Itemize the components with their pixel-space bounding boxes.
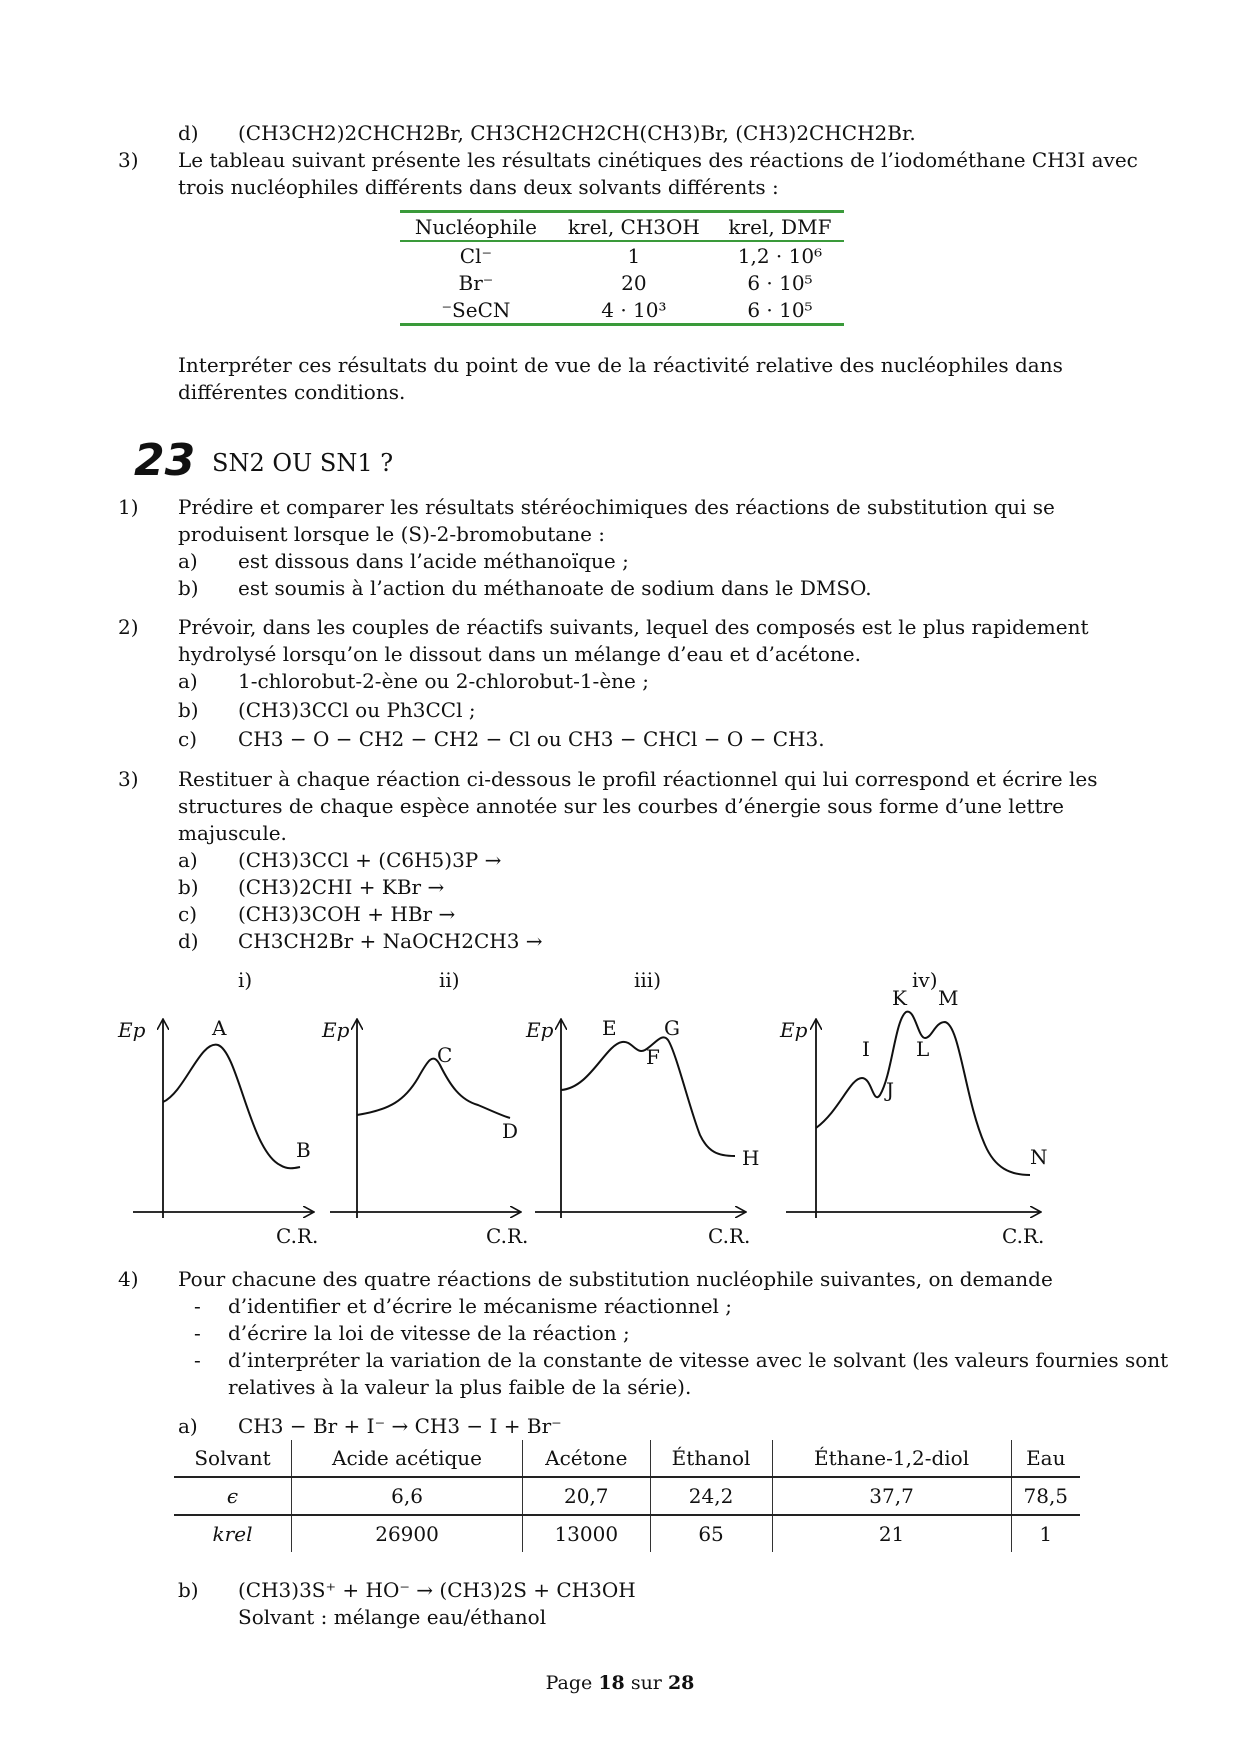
q3-line-1: Restituer à chaque réaction ci-dessous le profil réactionnel qui lui correspond et écrire les bbox=[178, 767, 1098, 791]
bullet-mark: - bbox=[194, 1294, 201, 1318]
curve-label-L: L bbox=[916, 1037, 930, 1061]
q3-line-3: majuscule. bbox=[178, 821, 287, 845]
curve-label-J: J bbox=[886, 1078, 895, 1102]
profile-title-iv: iv) bbox=[912, 968, 938, 992]
energy-curve bbox=[357, 1059, 510, 1118]
q4-line-1: Pour chacune des quatre réactions de substitution nucléophile suivantes, on demande bbox=[178, 1267, 1053, 1291]
footer-page-number: 18 bbox=[598, 1672, 625, 1694]
table-cell: 20,7 bbox=[523, 1477, 650, 1515]
question-number-3b: 3) bbox=[118, 767, 139, 791]
table-cell: 1 bbox=[627, 243, 641, 268]
q3-a-label: a) bbox=[178, 848, 198, 872]
header-cell: Eau bbox=[1011, 1440, 1080, 1477]
table-cell: 65 bbox=[650, 1515, 772, 1552]
q1-b-label: b) bbox=[178, 576, 199, 600]
bullet-mark: - bbox=[194, 1321, 201, 1345]
header-nucleophile: Nucléophile bbox=[414, 214, 538, 239]
table-header-row bbox=[174, 1440, 1080, 1477]
question-number-4: 4) bbox=[118, 1267, 139, 1291]
q3-c-label: c) bbox=[178, 902, 198, 926]
bullet-2: d’écrire la loi de vitesse de la réaction ; bbox=[228, 1321, 630, 1345]
table-cell: Br⁻ bbox=[458, 270, 494, 295]
table-cell: 78,5 bbox=[1011, 1477, 1080, 1515]
q2-b-label: b) bbox=[178, 698, 199, 722]
x-axis-label: C.R. bbox=[486, 1224, 529, 1248]
profile-iii bbox=[525, 1016, 759, 1248]
q4-b-equation: (CH3)3S⁺ + HO⁻ → (CH3)2S + CH3OH bbox=[238, 1578, 636, 1602]
table-cell: 1 bbox=[1011, 1515, 1080, 1552]
exercise-title: SN2 OU SN1 ? bbox=[212, 449, 394, 477]
item-label-d: d) bbox=[178, 121, 199, 145]
q2-a-label: a) bbox=[178, 669, 198, 693]
q2-c-text: CH3 − O − CH2 − CH2 − Cl ou CH3 − CHCl − O − CH3. bbox=[238, 727, 825, 751]
curve-label-H: H bbox=[742, 1146, 760, 1170]
q4-a-label: a) bbox=[178, 1414, 198, 1438]
table-row bbox=[400, 269, 844, 296]
header-cell: Acide acétique bbox=[292, 1440, 523, 1477]
table-cell: 37,7 bbox=[772, 1477, 1011, 1515]
table-row bbox=[400, 296, 844, 325]
header-cell: Éthanol bbox=[650, 1440, 772, 1477]
q4-a-equation: CH3 − Br + I⁻ → CH3 − I + Br⁻ bbox=[238, 1414, 562, 1438]
header-krel-ch3oh: krel, CH3OH bbox=[567, 214, 700, 239]
q1-line-1: Prédire et comparer les résultats stéréochimiques des réactions de substitution qui se bbox=[178, 495, 1055, 519]
q3-a-text: (CH3)3CCl + (C6H5)3P → bbox=[238, 848, 502, 872]
bullet-1: d’identifier et d’écrire le mécanisme réactionnel ; bbox=[228, 1294, 733, 1318]
x-axis-label: C.R. bbox=[708, 1224, 751, 1248]
q3-d-text: CH3CH2Br + NaOCH2CH3 → bbox=[238, 929, 543, 953]
bullet-mark: - bbox=[194, 1348, 201, 1372]
table-cell: 26900 bbox=[292, 1515, 523, 1552]
table-cell: 13000 bbox=[523, 1515, 650, 1552]
header-cell: Éthane-1,2-diol bbox=[772, 1440, 1011, 1477]
profile-title-ii: ii) bbox=[439, 968, 460, 992]
y-axis-label: Ep bbox=[526, 1018, 554, 1042]
profile-title-iii: iii) bbox=[634, 968, 661, 992]
table-cell: 24,2 bbox=[650, 1477, 772, 1515]
question-number-3: 3) bbox=[118, 148, 139, 172]
q2-b-text: (CH3)3CCl ou Ph3CCl ; bbox=[238, 698, 476, 722]
page-footer bbox=[0, 1672, 1240, 1694]
table-cell: 4 · 10³ bbox=[601, 297, 667, 322]
profile-i bbox=[117, 1016, 318, 1248]
q3-d-label: d) bbox=[178, 929, 199, 953]
header-solvant: Solvant bbox=[174, 1440, 292, 1477]
curve-label-I: I bbox=[862, 1037, 870, 1061]
compounds-d: (CH3CH2)2CHCH2Br, CH3CH2CH2CH(CH3)Br, (CH3)2CHCH2Br. bbox=[238, 121, 916, 145]
interpret-line-1: Interpréter ces résultats du point de vue de la réactivité relative des nucléophiles dans bbox=[178, 353, 1063, 377]
q3-line-2: structures de chaque espèce annotée sur les courbes d’énergie sous forme d’une lettre bbox=[178, 794, 1064, 818]
table-cell: 1,2 · 10⁶ bbox=[737, 243, 823, 268]
table-row-epsilon bbox=[174, 1477, 1080, 1515]
curve-label-D: D bbox=[502, 1119, 519, 1143]
table-cell: Cl⁻ bbox=[459, 243, 493, 268]
table-cell: 6 · 10⁵ bbox=[747, 297, 813, 322]
question-number-1: 1) bbox=[118, 495, 139, 519]
q4-b-label: b) bbox=[178, 1578, 199, 1602]
energy-profiles-figure bbox=[0, 960, 1240, 1260]
table-cell: ⁻SeCN bbox=[441, 297, 511, 322]
bullet-3-continued: relatives à la valeur la plus faible de la série). bbox=[228, 1375, 692, 1399]
header-cell: Acétone bbox=[523, 1440, 650, 1477]
question-number-2: 2) bbox=[118, 615, 139, 639]
question-3-line-2: trois nucléophiles différents dans deux solvants différents : bbox=[178, 175, 779, 199]
curve-label-G: G bbox=[664, 1016, 680, 1040]
header-krel-dmf: krel, DMF bbox=[728, 214, 832, 239]
row-label-epsilon: ϵ bbox=[174, 1477, 292, 1515]
table-cell: 20 bbox=[621, 270, 647, 295]
curve-label-N: N bbox=[1030, 1145, 1048, 1169]
profile-iv bbox=[779, 986, 1048, 1248]
curve-label-B: B bbox=[296, 1138, 311, 1162]
q2-c-label: c) bbox=[178, 727, 198, 751]
x-axis-label: C.R. bbox=[276, 1224, 319, 1248]
q1-a-text: est dissous dans l’acide méthanoïque ; bbox=[238, 549, 629, 573]
nucleophile-kinetics-table bbox=[400, 210, 844, 326]
footer-sep: sur bbox=[630, 1672, 662, 1694]
curve-label-E: E bbox=[602, 1016, 617, 1040]
table-cell: 6 · 10⁵ bbox=[747, 270, 813, 295]
curve-label-F: F bbox=[646, 1045, 660, 1069]
q4-b-solvent: Solvant : mélange eau/éthanol bbox=[238, 1605, 547, 1629]
table-row-krel bbox=[174, 1515, 1080, 1552]
energy-curve bbox=[163, 1045, 300, 1169]
x-axis-label: C.R. bbox=[1002, 1224, 1045, 1248]
table-cell: 21 bbox=[772, 1515, 1011, 1552]
curve-label-A: A bbox=[212, 1016, 227, 1040]
q2-a-text: 1-chlorobut-2-ène ou 2-chlorobut-1-ène ; bbox=[238, 669, 649, 693]
q1-b-text: est soumis à l’action du méthanoate de sodium dans le DMSO. bbox=[238, 576, 872, 600]
q1-a-label: a) bbox=[178, 549, 198, 573]
q3-b-label: b) bbox=[178, 875, 199, 899]
footer-prefix: Page bbox=[545, 1672, 593, 1694]
q2-line-1: Prévoir, dans les couples de réactifs suivants, lequel des composés est le plus rapidement bbox=[178, 615, 1089, 639]
q1-line-2: produisent lorsque le (S)-2-bromobutane : bbox=[178, 522, 606, 546]
curve-label-K: K bbox=[892, 986, 907, 1010]
profile-title-i: i) bbox=[238, 968, 253, 992]
bullet-3: d’interpréter la variation de la constante de vitesse avec le solvant (les valeurs fournies sont bbox=[228, 1348, 1169, 1372]
q3-b-text: (CH3)2CHI + KBr → bbox=[238, 875, 445, 899]
y-axis-label: Ep bbox=[118, 1018, 146, 1042]
curve-label-C: C bbox=[437, 1043, 453, 1067]
interpret-line-2: différentes conditions. bbox=[178, 380, 406, 404]
footer-total-pages: 28 bbox=[667, 1672, 695, 1694]
q3-c-text: (CH3)3COH + HBr → bbox=[238, 902, 456, 926]
exercise-number: 23 bbox=[134, 435, 196, 486]
solvent-table bbox=[174, 1440, 1080, 1552]
y-axis-label: Ep bbox=[322, 1018, 350, 1042]
q2-line-2: hydrolysé lorsqu’on le dissout dans un mélange d’eau et d’acétone. bbox=[178, 642, 861, 666]
question-3-line-1: Le tableau suivant présente les résultats cinétiques des réactions de l’iodométhane CH3I avec bbox=[178, 148, 1138, 172]
y-axis-label: Ep bbox=[780, 1018, 808, 1042]
table-header-row bbox=[400, 212, 844, 242]
table-cell: 6,6 bbox=[292, 1477, 523, 1515]
row-label-krel: krel bbox=[212, 1522, 253, 1546]
table-row bbox=[400, 241, 844, 269]
profile-ii bbox=[321, 1018, 528, 1248]
curve-label-M: M bbox=[938, 986, 959, 1010]
